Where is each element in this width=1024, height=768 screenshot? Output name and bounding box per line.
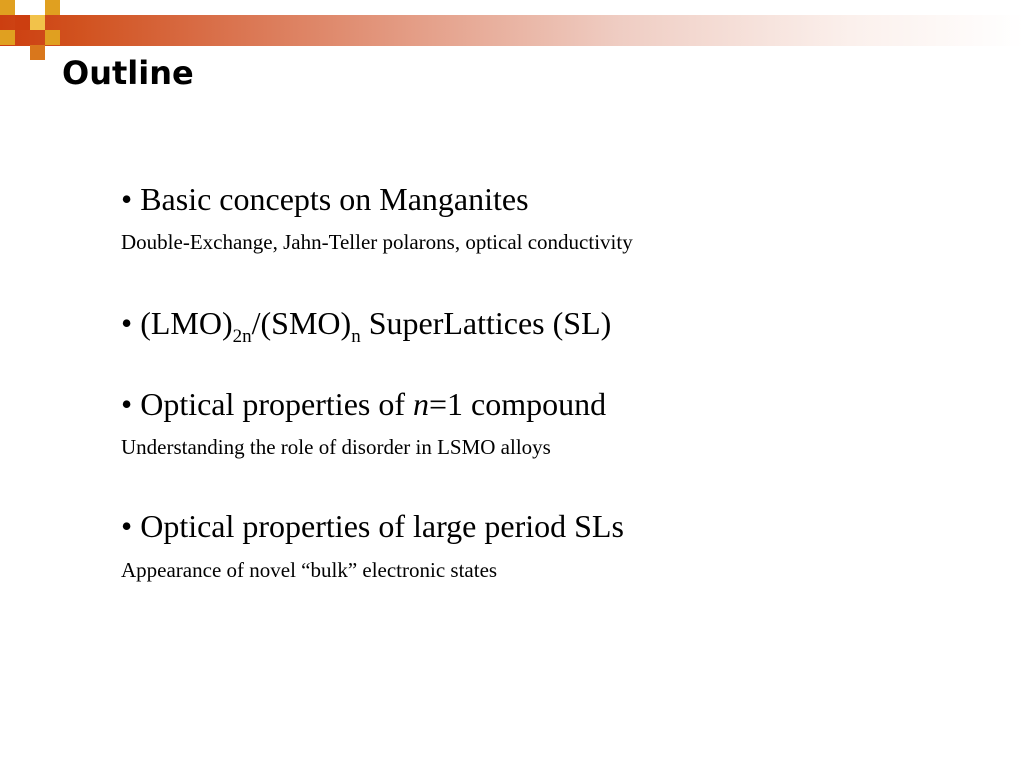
logo-square xyxy=(30,15,45,30)
header-gradient-bar xyxy=(0,15,1024,46)
outline-item-subtext: Double-Exchange, Jahn-Teller polarons, optical conductivity xyxy=(121,230,633,254)
outline-item-large-period xyxy=(121,506,624,546)
outline-item-subtext: Understanding the role of disorder in LSMO alloys xyxy=(121,435,551,459)
bullet-marker: • xyxy=(121,508,133,544)
outline-item-text: Optical properties of large period SLs xyxy=(140,508,624,544)
logo-square xyxy=(0,30,15,45)
logo-square xyxy=(0,0,15,15)
outline-item-text: =1 compound xyxy=(429,386,607,422)
slide-title: Outline xyxy=(62,54,194,92)
outline-item-text: Basic concepts on Manganites xyxy=(140,181,529,217)
outline-item-n1-compound xyxy=(121,384,606,424)
formula-part: (LMO) xyxy=(140,305,233,341)
bullet-marker: • xyxy=(121,386,133,422)
logo-square xyxy=(30,45,45,60)
logo-square xyxy=(45,30,60,45)
variable-n: n xyxy=(413,386,429,422)
outline-item-text: Optical properties of xyxy=(140,386,413,422)
formula-subscript: n xyxy=(351,326,361,347)
bullet-marker: • xyxy=(121,305,133,341)
formula-part: /(SMO) xyxy=(251,305,352,341)
formula-subscript: 2n xyxy=(232,326,252,347)
outline-item-superlattices xyxy=(121,303,612,347)
formula-part: SuperLattices (SL) xyxy=(360,305,612,341)
logo-square xyxy=(15,15,30,30)
bullet-marker: • xyxy=(121,181,133,217)
outline-item-subtext: Appearance of novel “bulk” electronic states xyxy=(121,558,498,582)
logo-square xyxy=(45,0,60,15)
outline-item-manganites xyxy=(121,179,529,219)
